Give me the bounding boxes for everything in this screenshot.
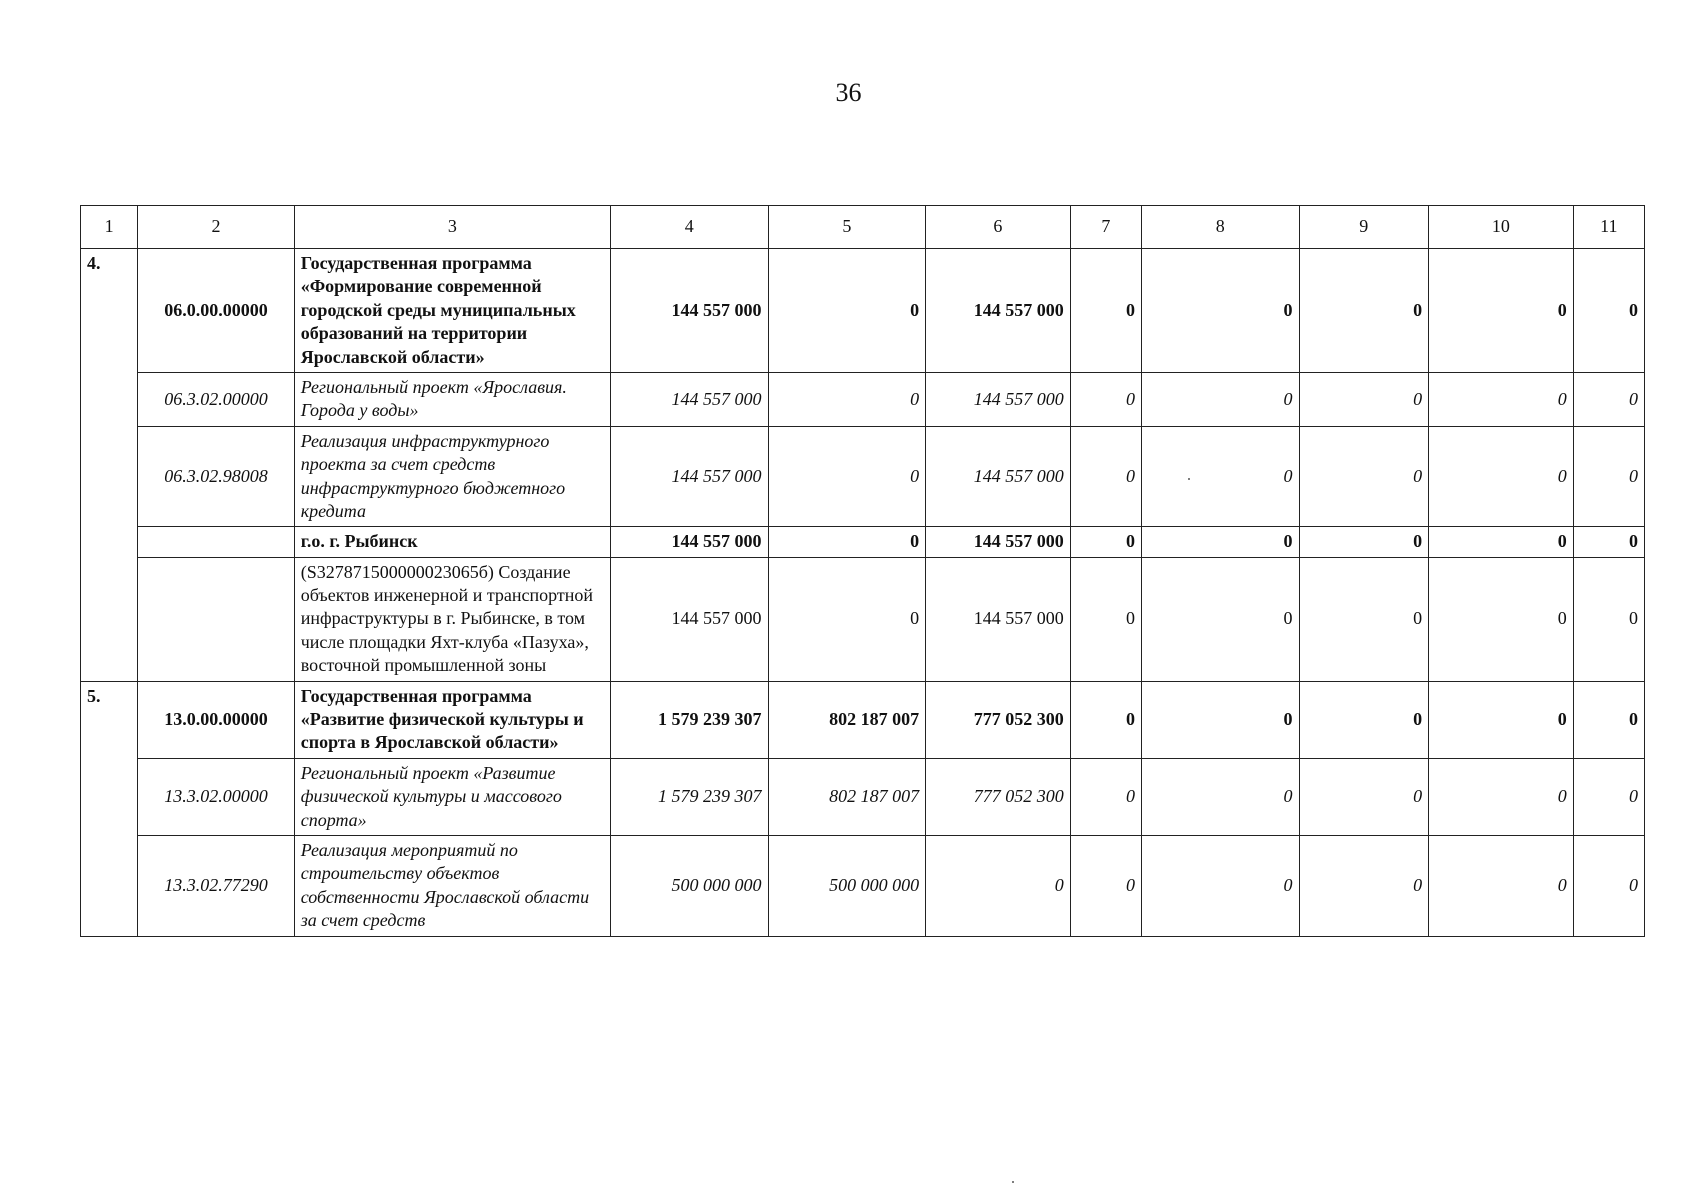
amount-col-11: 0 bbox=[1573, 557, 1644, 681]
item-name-cell: Государственная программа «Формирование современной городской среды муниципальных образований на территории Ярославской области» bbox=[294, 249, 610, 373]
amount-col-8: 0 bbox=[1141, 527, 1299, 557]
amount-col-6: 144 557 000 bbox=[926, 249, 1071, 373]
item-name-cell: Реализация инфраструктурного проекта за счет средств инфраструктурного бюджетного кредита bbox=[294, 426, 610, 527]
amount-col-6: 777 052 300 bbox=[926, 758, 1071, 835]
column-header: 3 bbox=[294, 206, 610, 249]
amount-col-9: 0 bbox=[1299, 527, 1429, 557]
amount-col-11: 0 bbox=[1573, 835, 1644, 936]
table-row bbox=[81, 557, 1645, 681]
amount-col-5: 500 000 000 bbox=[768, 835, 926, 936]
item-name-cell: Региональный проект «Развитие физической культуры и массового спорта» bbox=[294, 758, 610, 835]
table-row bbox=[81, 681, 1645, 758]
table-row bbox=[81, 835, 1645, 936]
amount-col-11: 0 bbox=[1573, 681, 1644, 758]
table-row bbox=[81, 426, 1645, 527]
amount-col-9: 0 bbox=[1299, 758, 1429, 835]
amount-col-10: 0 bbox=[1429, 372, 1574, 426]
column-header: 5 bbox=[768, 206, 926, 249]
budget-code-cell: 13.3.02.77290 bbox=[138, 835, 295, 936]
amount-col-4: 144 557 000 bbox=[610, 557, 768, 681]
amount-col-7: 0 bbox=[1070, 758, 1141, 835]
amount-col-6: 777 052 300 bbox=[926, 681, 1071, 758]
budget-code-cell bbox=[138, 557, 295, 681]
budget-code-cell bbox=[138, 527, 295, 557]
budget-table bbox=[80, 205, 1645, 937]
table-row bbox=[81, 249, 1645, 373]
amount-col-9: 0 bbox=[1299, 249, 1429, 373]
amount-col-8: 0 bbox=[1141, 372, 1299, 426]
item-name-cell: г.о. г. Рыбинск bbox=[294, 527, 610, 557]
item-name-cell: (S327871500000023065б) Создание объектов инженерной и транспортной инфраструктуры в г. Рыбинске, в том числе площадки Яхт-клуба «Пазуха», восточной промышленной зоны bbox=[294, 557, 610, 681]
amount-col-4: 144 557 000 bbox=[610, 527, 768, 557]
page-number: 36 bbox=[835, 78, 862, 107]
amount-col-8: 0 bbox=[1141, 835, 1299, 936]
amount-col-6: 144 557 000 bbox=[926, 426, 1071, 527]
amount-col-7: 0 bbox=[1070, 426, 1141, 527]
amount-col-11: 0 bbox=[1573, 372, 1644, 426]
column-header: 8 bbox=[1141, 206, 1299, 249]
amount-col-7: 0 bbox=[1070, 681, 1141, 758]
amount-col-8: 0 bbox=[1141, 758, 1299, 835]
column-header: 9 bbox=[1299, 206, 1429, 249]
amount-col-6: 144 557 000 bbox=[926, 557, 1071, 681]
table-row bbox=[81, 372, 1645, 426]
amount-col-10: 0 bbox=[1429, 758, 1574, 835]
column-header: 10 bbox=[1429, 206, 1574, 249]
amount-col-11: 0 bbox=[1573, 249, 1644, 373]
amount-col-10: 0 bbox=[1429, 249, 1574, 373]
column-header: 1 bbox=[81, 206, 138, 249]
item-name-cell: Реализация мероприятий по строительству объектов собственности Ярославской области за счет средств bbox=[294, 835, 610, 936]
amount-col-7: 0 bbox=[1070, 557, 1141, 681]
budget-code-cell: 06.3.02.00000 bbox=[138, 372, 295, 426]
amount-col-7: 0 bbox=[1070, 249, 1141, 373]
column-header: 4 bbox=[610, 206, 768, 249]
amount-col-10: 0 bbox=[1429, 835, 1574, 936]
amount-col-4: 1 579 239 307 bbox=[610, 681, 768, 758]
amount-col-10: 0 bbox=[1429, 681, 1574, 758]
table-row bbox=[81, 527, 1645, 557]
scan-speck bbox=[1188, 478, 1190, 480]
table-row bbox=[81, 758, 1645, 835]
column-header: 2 bbox=[138, 206, 295, 249]
amount-col-9: 0 bbox=[1299, 372, 1429, 426]
amount-col-5: 0 bbox=[768, 249, 926, 373]
amount-col-4: 1 579 239 307 bbox=[610, 758, 768, 835]
budget-code-cell: 06.0.00.00000 bbox=[138, 249, 295, 373]
amount-col-11: 0 bbox=[1573, 527, 1644, 557]
amount-col-11: 0 bbox=[1573, 426, 1644, 527]
item-name-cell: Региональный проект «Ярославия. Города у воды» bbox=[294, 372, 610, 426]
column-header: 7 bbox=[1070, 206, 1141, 249]
amount-col-7: 0 bbox=[1070, 835, 1141, 936]
amount-col-6: 144 557 000 bbox=[926, 372, 1071, 426]
section-number: 5. bbox=[81, 681, 138, 936]
amount-col-8: 0 bbox=[1141, 557, 1299, 681]
amount-col-4: 144 557 000 bbox=[610, 426, 768, 527]
amount-col-9: 0 bbox=[1299, 835, 1429, 936]
amount-col-9: 0 bbox=[1299, 681, 1429, 758]
column-header: 6 bbox=[926, 206, 1071, 249]
budget-code-cell: 06.3.02.98008 bbox=[138, 426, 295, 527]
amount-col-9: 0 bbox=[1299, 557, 1429, 681]
amount-col-9: 0 bbox=[1299, 426, 1429, 527]
amount-col-5: 802 187 007 bbox=[768, 758, 926, 835]
amount-col-4: 144 557 000 bbox=[610, 372, 768, 426]
amount-col-7: 0 bbox=[1070, 372, 1141, 426]
amount-col-8: 0 bbox=[1141, 681, 1299, 758]
amount-col-8: 0 bbox=[1141, 426, 1299, 527]
scan-speck bbox=[1012, 1181, 1014, 1183]
amount-col-7: 0 bbox=[1070, 527, 1141, 557]
column-number-header-row bbox=[81, 206, 1645, 249]
amount-col-5: 0 bbox=[768, 527, 926, 557]
budget-code-cell: 13.3.02.00000 bbox=[138, 758, 295, 835]
amount-col-6: 0 bbox=[926, 835, 1071, 936]
amount-col-5: 0 bbox=[768, 372, 926, 426]
budget-code-cell: 13.0.00.00000 bbox=[138, 681, 295, 758]
amount-col-4: 500 000 000 bbox=[610, 835, 768, 936]
amount-col-6: 144 557 000 bbox=[926, 527, 1071, 557]
item-name-cell: Государственная программа «Развитие физической культуры и спорта в Ярославской области» bbox=[294, 681, 610, 758]
amount-col-11: 0 bbox=[1573, 758, 1644, 835]
amount-col-5: 802 187 007 bbox=[768, 681, 926, 758]
amount-col-8: 0 bbox=[1141, 249, 1299, 373]
amount-col-5: 0 bbox=[768, 557, 926, 681]
column-header: 11 bbox=[1573, 206, 1644, 249]
amount-col-10: 0 bbox=[1429, 426, 1574, 527]
amount-col-4: 144 557 000 bbox=[610, 249, 768, 373]
amount-col-5: 0 bbox=[768, 426, 926, 527]
amount-col-10: 0 bbox=[1429, 557, 1574, 681]
section-number: 4. bbox=[81, 249, 138, 682]
amount-col-10: 0 bbox=[1429, 527, 1574, 557]
